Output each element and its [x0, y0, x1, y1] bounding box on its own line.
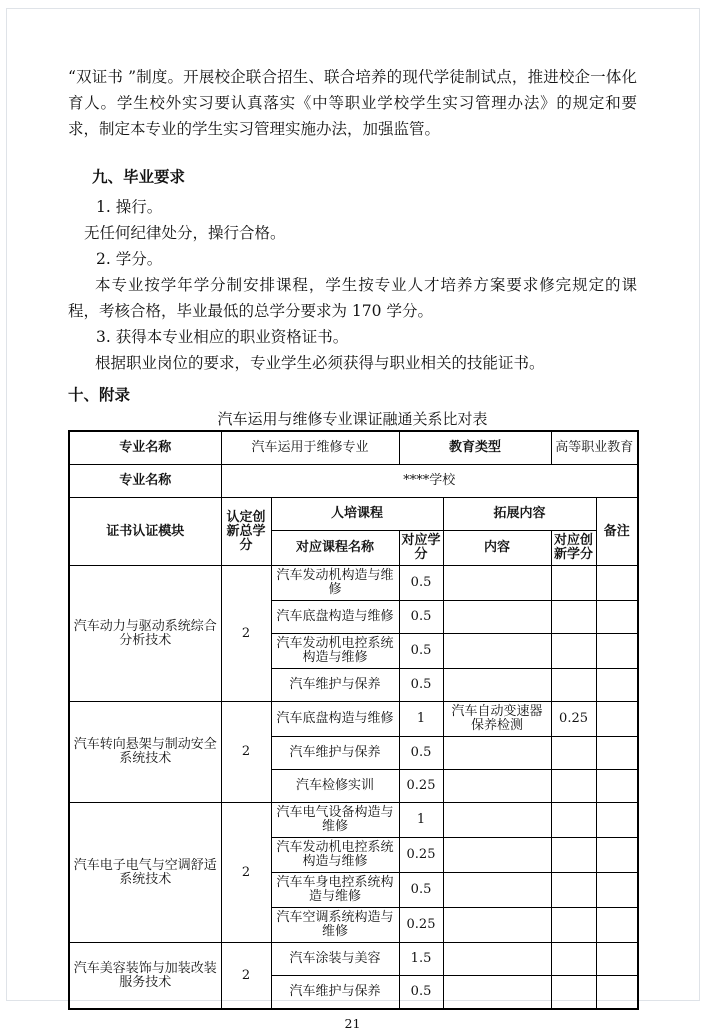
- course-credit-cell: 1: [399, 702, 443, 737]
- remark-cell: [596, 976, 638, 1010]
- remark-cell: [596, 838, 638, 873]
- course-credit-cell: 0.5: [399, 873, 443, 908]
- course-cell: 汽车发动机电控系统构造与维修: [271, 838, 399, 873]
- remark-cell: [596, 770, 638, 803]
- intro-paragraph: “双证书 ”制度。开展校企联合招生、联合培养的现代学徒制试点，推进校企一体化育人。学生校外实习要认真落实《中等职业学校学生实习管理办法》的规定和要求，制定本专业的学生实习管理实施办法，加强监管。: [68, 68, 637, 138]
- course-cell: 汽车底盘构造与维修: [271, 702, 399, 737]
- course-credit-cell: 0.5: [399, 601, 443, 634]
- expand-content-cell: [443, 770, 551, 803]
- expand-credit-cell: [551, 566, 596, 601]
- course-cell: 汽车检修实训: [271, 770, 399, 803]
- expand-content-cell: [443, 737, 551, 770]
- header-remark: 备注: [596, 498, 638, 566]
- expand-content-cell: [443, 873, 551, 908]
- header-expand-credit: 对应创新学分: [551, 531, 596, 566]
- table-row: [69, 803, 638, 838]
- total-credit-cell: 2: [221, 943, 271, 1010]
- expand-content-cell: [443, 669, 551, 702]
- remark-cell: [596, 601, 638, 634]
- table-row: [69, 566, 638, 601]
- module-cell: 汽车美容装饰与加装改装服务技术: [69, 943, 221, 1010]
- total-credit-cell: 2: [221, 803, 271, 943]
- education-type-value: 高等职业教育: [551, 431, 638, 465]
- course-credit-cell: 0.5: [399, 634, 443, 669]
- remark-cell: [596, 803, 638, 838]
- module-cell: 汽车转向悬架与制动安全系统技术: [69, 702, 221, 803]
- expand-credit-cell: [551, 634, 596, 669]
- course-credit-cell: 0.25: [399, 908, 443, 943]
- graduation-item-3-desc: 根据职业岗位的要求，专业学生必须获得与职业相关的技能证书。: [95, 354, 545, 372]
- header-module: 证书认证模块: [69, 498, 221, 566]
- course-cell: 汽车维护与保养: [271, 669, 399, 702]
- graduation-item-2: 2. 学分。: [96, 250, 163, 268]
- total-credit-cell: 2: [221, 566, 271, 702]
- expand-content-cell: [443, 566, 551, 601]
- table-info-row-2: [69, 465, 638, 498]
- remark-cell: [596, 943, 638, 976]
- course-cell: 汽车涂装与美容: [271, 943, 399, 976]
- table-row: [69, 943, 638, 976]
- school-value: ****学校: [221, 465, 638, 498]
- education-type-label: 教育类型: [399, 431, 551, 465]
- school-label: 专业名称: [69, 465, 221, 498]
- course-cell: 汽车底盘构造与维修: [271, 601, 399, 634]
- expand-credit-cell: [551, 976, 596, 1010]
- course-credit-cell: 0.25: [399, 770, 443, 803]
- total-credit-cell: 2: [221, 702, 271, 803]
- header-course-name: 对应课程名称: [271, 531, 399, 566]
- expand-content-cell: 汽车自动变速器保养检测: [443, 702, 551, 737]
- graduation-item-1: 1. 操行。: [96, 198, 163, 216]
- remark-cell: [596, 634, 638, 669]
- header-training-course: 人培课程: [271, 498, 443, 531]
- section-9-heading: 九、毕业要求: [92, 168, 186, 186]
- course-credit-cell: 0.5: [399, 737, 443, 770]
- remark-cell: [596, 737, 638, 770]
- remark-cell: [596, 566, 638, 601]
- course-cell: 汽车车身电控系统构造与维修: [271, 873, 399, 908]
- header-course-credit: 对应学分: [399, 531, 443, 566]
- expand-credit-cell: [551, 770, 596, 803]
- expand-credit-cell: 0.25: [551, 702, 596, 737]
- table-info-row-1: [69, 431, 638, 465]
- expand-content-cell: [443, 943, 551, 976]
- course-credit-cell: 1: [399, 803, 443, 838]
- expand-credit-cell: [551, 873, 596, 908]
- expand-content-cell: [443, 838, 551, 873]
- expand-credit-cell: [551, 601, 596, 634]
- module-cell: 汽车动力与驱动系统综合分析技术: [69, 566, 221, 702]
- expand-credit-cell: [551, 669, 596, 702]
- remark-cell: [596, 908, 638, 943]
- major-name-label: 专业名称: [69, 431, 221, 465]
- course-cell: 汽车发动机电控系统构造与维修: [271, 634, 399, 669]
- expand-credit-cell: [551, 908, 596, 943]
- expand-content-cell: [443, 601, 551, 634]
- graduation-item-1-desc: 无任何纪律处分，操行合格。: [84, 224, 286, 242]
- expand-credit-cell: [551, 943, 596, 976]
- header-total-credit: 认定创新总学分: [221, 498, 271, 566]
- course-credit-cell: 0.25: [399, 838, 443, 873]
- graduation-item-2-desc: 本专业按学年学分制安排课程，学生按专业人才培养方案要求修完规定的课程，考核合格，毕业最低的总学分要求为 170 学分。: [68, 276, 637, 320]
- header-expand-content: 内容: [443, 531, 551, 566]
- remark-cell: [596, 873, 638, 908]
- course-credit-cell: 0.5: [399, 669, 443, 702]
- remark-cell: [596, 669, 638, 702]
- course-credit-cell: 0.5: [399, 976, 443, 1010]
- table-row: [69, 702, 638, 737]
- course-credit-cell: 0.5: [399, 566, 443, 601]
- expand-content-cell: [443, 634, 551, 669]
- module-cell: 汽车电子电气与空调舒适系统技术: [69, 803, 221, 943]
- table-header-row-1: [69, 498, 638, 531]
- course-credit-cell: 1.5: [399, 943, 443, 976]
- major-name-value: 汽车运用于维修专业: [221, 431, 399, 465]
- expand-credit-cell: [551, 803, 596, 838]
- remark-cell: [596, 702, 638, 737]
- section-10-heading: 十、附录: [68, 386, 131, 404]
- expand-content-cell: [443, 803, 551, 838]
- header-expand: 拓展内容: [443, 498, 596, 531]
- expand-credit-cell: [551, 737, 596, 770]
- course-cell: 汽车空调系统构造与维修: [271, 908, 399, 943]
- graduation-item-3: 3. 获得本专业相应的职业资格证书。: [96, 328, 349, 346]
- expand-content-cell: [443, 976, 551, 1010]
- course-certificate-table: [68, 430, 639, 1010]
- course-cell: 汽车维护与保养: [271, 737, 399, 770]
- table-title: 汽车运用与维修专业课证融通关系比对表: [217, 410, 488, 428]
- course-cell: 汽车维护与保养: [271, 976, 399, 1010]
- course-cell: 汽车发动机构造与维修: [271, 566, 399, 601]
- course-cell: 汽车电气设备构造与维修: [271, 803, 399, 838]
- page-number: 21: [344, 1016, 361, 1031]
- expand-credit-cell: [551, 838, 596, 873]
- expand-content-cell: [443, 908, 551, 943]
